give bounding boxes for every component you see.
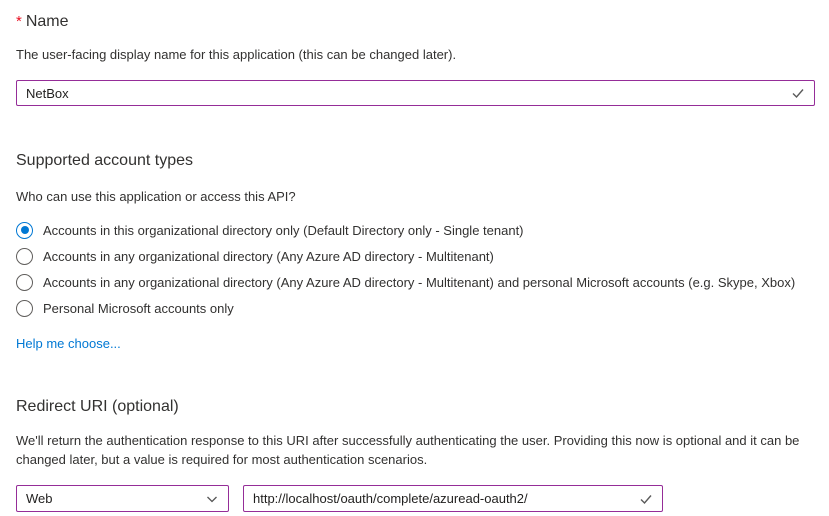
account-types-title: Supported account types [16,152,194,169]
radio-button-icon[interactable] [16,300,33,317]
account-types-radio-group [16,217,813,321]
name-description: The user-facing display name for this application (this can be changed later). [16,47,457,62]
radio-option-single-tenant[interactable] [16,217,813,243]
radio-option-label: Accounts in this organizational directory only (Default Directory only - Single tenant) [43,222,524,238]
help-me-choose-link[interactable]: Help me choose... [16,336,121,351]
redirect-uri-input-container [243,485,663,512]
redirect-uri-input[interactable] [244,486,662,511]
redirect-uri-row [16,485,813,512]
radio-option-label: Personal Microsoft accounts only [43,300,234,316]
account-types-question: Who can use this application or access this API? [16,189,296,204]
redirect-uri-title: Redirect URI (optional) [16,398,179,415]
platform-dropdown-value: Web [26,491,53,506]
radio-button-icon[interactable] [16,222,33,239]
redirect-uri-description: We'll return the authentication response to this URI after successfully authenticating the user. Providing this now is optional and it can be changed later, but a value is required for most authentication scenarios. [16,433,800,467]
name-section-title-text: Name [25,13,69,30]
chevron-down-icon [204,491,220,507]
platform-dropdown[interactable] [16,485,229,512]
radio-button-icon[interactable] [16,274,33,291]
radio-button-icon[interactable] [16,248,33,265]
name-input-container [16,80,815,106]
radio-option-multitenant[interactable] [16,243,813,269]
required-marker: * [16,13,22,30]
radio-option-label: Accounts in any organizational directory (Any Azure AD directory - Multitenant) [43,248,494,264]
name-section-title [16,0,813,32]
radio-option-personal-only[interactable] [16,295,813,321]
radio-option-multitenant-personal[interactable] [16,269,813,295]
name-input[interactable] [17,81,814,105]
radio-option-label: Accounts in any organizational directory (Any Azure AD directory - Multitenant) and personal Microsoft accounts (e.g. Skype, Xbox) [43,274,796,290]
